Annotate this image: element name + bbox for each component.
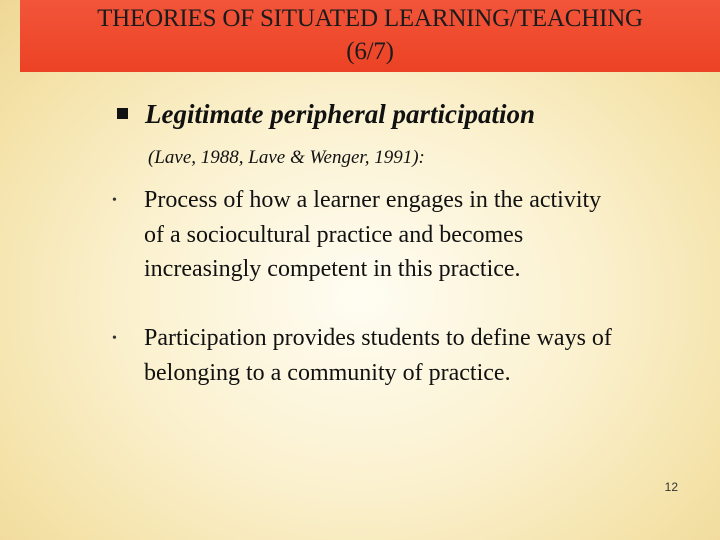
bullet-text-1: Process of how a learner engages in the activity of a sociocultural practice and becomes increasingly competent in this practice.	[144, 187, 602, 282]
bullet-text-2: Participation provides students to define ways of belonging to a community of practice.	[144, 325, 612, 386]
bullet-dot-icon: •	[112, 193, 117, 208]
section-heading: Legitimate peripheral participation	[145, 99, 535, 129]
slide-title: THEORIES OF SITUATED LEARNING/TEACHING (6/7)	[97, 5, 643, 65]
citation: (Lave, 1988, Lave & Wenger, 1991):	[148, 147, 425, 168]
square-bullet-icon	[117, 108, 128, 119]
page-number: 12	[664, 480, 678, 494]
bullet-dot-icon: •	[112, 331, 117, 346]
